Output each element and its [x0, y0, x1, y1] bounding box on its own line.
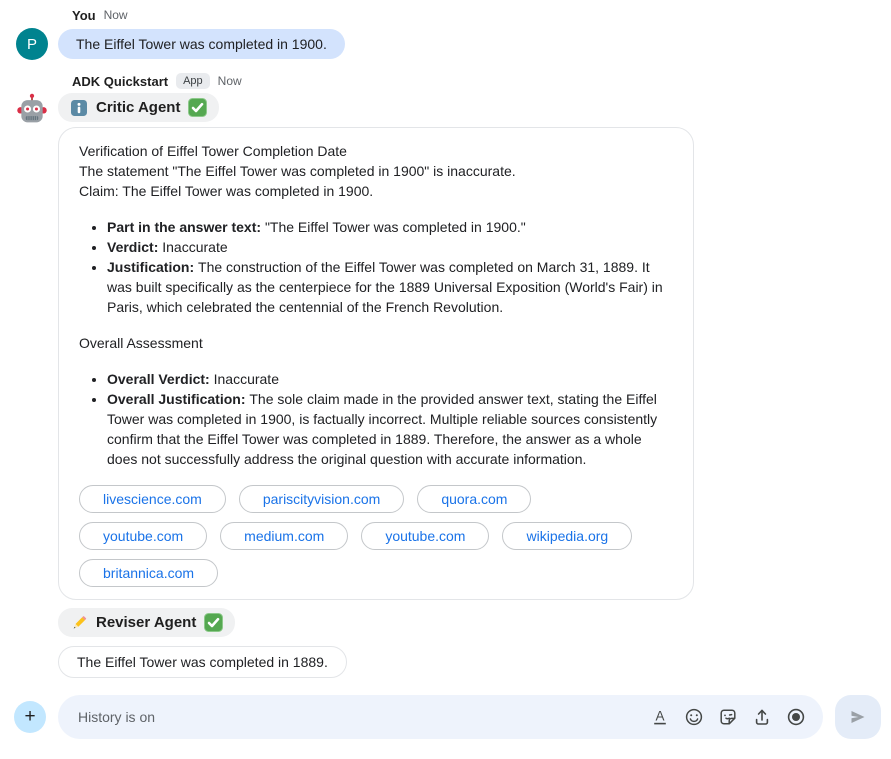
reviser-message-bubble: The Eiffel Tower was completed in 1889. — [58, 646, 347, 678]
user-message-bubble: The Eiffel Tower was completed in 1900. — [58, 29, 345, 59]
user-message-row — [0, 28, 891, 60]
check-icon — [188, 98, 207, 117]
emoji-icon[interactable] — [681, 704, 707, 730]
app-message-content — [58, 93, 891, 678]
bullet-item: • Justification: The construction of the Eiffel Tower was completed on March 31, 1889. It was built specifically as the centerpiece for the 1889 Universal Exposition (World's Fair) in Paris, which celebrated the centennial of the French Revolution. — [107, 257, 673, 317]
user-sender-name: You — [72, 7, 96, 23]
source-chip[interactable]: pariscityvision.com — [239, 485, 404, 513]
record-icon[interactable] — [783, 704, 809, 730]
bullet-item: • Overall Justification: The sole claim made in the provided answer text, stating the Eiffel Tower was completed in 1900, is factually incorrect. Multiple reliable sources consistently confirm that the Eiffel Tower was completed in 1889. Therefore, the answer as a whole does not successfully address the original question with accurate information. — [107, 389, 673, 469]
verification-card — [58, 127, 694, 600]
source-chip-list — [79, 485, 659, 587]
robot-avatar[interactable] — [16, 93, 48, 125]
robot-icon — [16, 93, 48, 125]
app-message-row — [0, 93, 891, 678]
app-timestamp: Now — [217, 74, 242, 88]
source-chip[interactable]: medium.com — [220, 522, 348, 550]
reviser-message-wrap — [58, 646, 891, 678]
app-sender-name: ADK Quickstart — [72, 73, 169, 89]
source-chip[interactable]: britannica.com — [79, 559, 218, 587]
composer-toolbar — [647, 704, 809, 730]
app-message-header — [72, 73, 891, 89]
card-text-line: Verification of Eiffel Tower Completion Date — [79, 143, 347, 159]
source-chip[interactable]: quora.com — [417, 485, 531, 513]
card-text-line: Claim: The Eiffel Tower was completed in 1900. — [79, 183, 374, 199]
send-icon — [848, 707, 868, 727]
user-avatar[interactable]: P — [16, 28, 48, 60]
sticker-icon[interactable] — [715, 704, 741, 730]
bullet-item: • Verdict: Inaccurate — [107, 237, 673, 257]
reviser-agent-name: Reviser Agent — [96, 614, 197, 631]
format-icon[interactable] — [647, 704, 673, 730]
overall-bullet-list — [79, 369, 673, 469]
composer-bar — [14, 695, 881, 739]
claim-bullet-list — [79, 217, 673, 317]
critic-agent-header — [58, 93, 219, 122]
check-icon — [204, 613, 223, 632]
source-chip[interactable]: youtube.com — [361, 522, 489, 550]
message-input-pill[interactable] — [58, 695, 823, 739]
critic-agent-name: Critic Agent — [96, 99, 181, 116]
bullet-item: • Part in the answer text: "The Eiffel Tower was completed in 1900." — [107, 217, 673, 237]
app-badge: App — [176, 73, 210, 89]
pencil-icon — [70, 614, 88, 632]
upload-icon[interactable] — [749, 704, 775, 730]
bullet-item: • Overall Verdict: Inaccurate — [107, 369, 673, 389]
message-input[interactable] — [76, 708, 647, 726]
source-chip[interactable]: livescience.com — [79, 485, 226, 513]
reviser-agent-header — [58, 608, 235, 637]
user-timestamp: Now — [103, 8, 128, 22]
source-chip[interactable]: wikipedia.org — [502, 522, 632, 550]
card-intro — [79, 141, 673, 201]
svg-text:A: A — [655, 708, 665, 724]
send-button[interactable] — [835, 695, 881, 739]
overall-assessment-heading: Overall Assessment — [79, 335, 203, 351]
info-icon — [70, 99, 88, 117]
card-text-line: The statement "The Eiffel Tower was completed in 1900" is inaccurate. — [79, 163, 516, 179]
add-button[interactable]: + — [14, 701, 46, 733]
user-message-header — [72, 7, 891, 23]
source-chip[interactable]: youtube.com — [79, 522, 207, 550]
